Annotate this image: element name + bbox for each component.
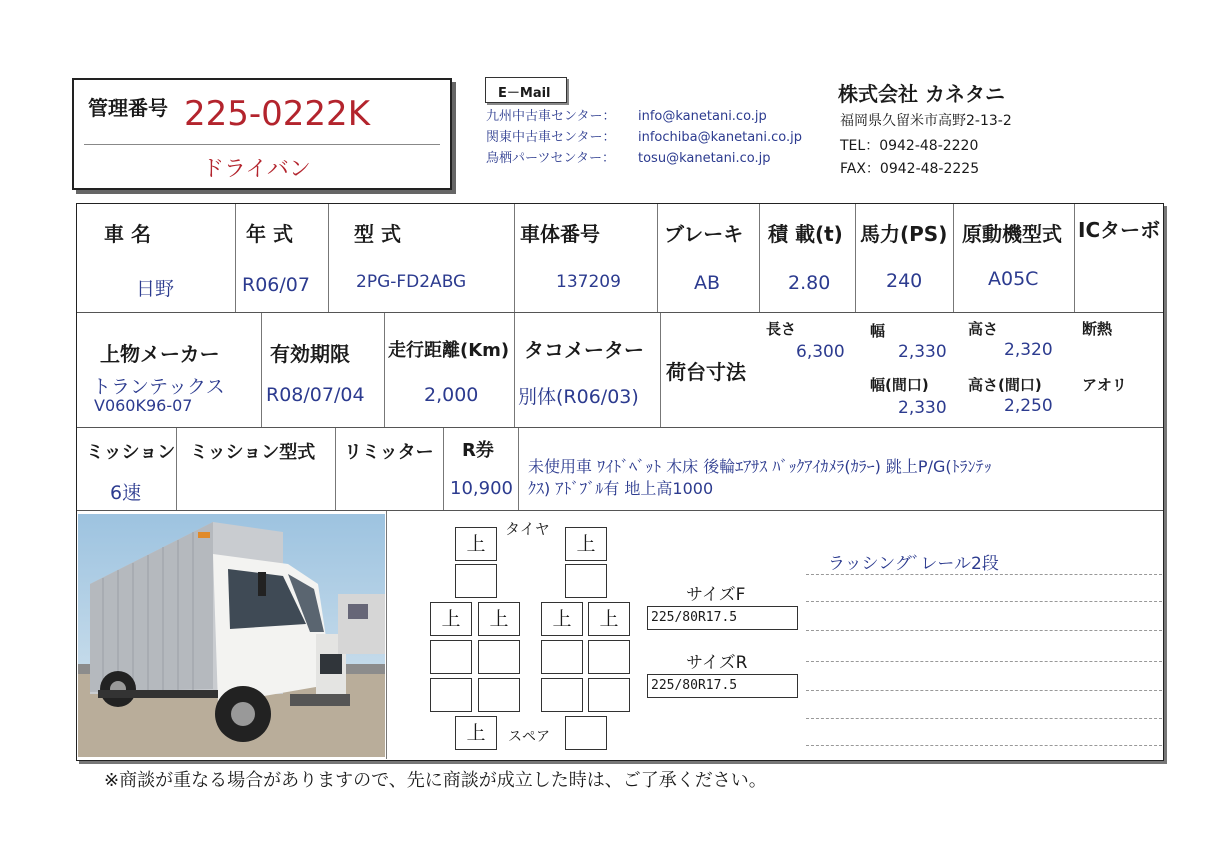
label-turbo: ICターボ [1078, 218, 1161, 242]
control-box [72, 78, 452, 190]
label-expiry: 有効期限 [270, 342, 350, 366]
label-chassis: 車体番号 [520, 222, 600, 246]
label-length: 長さ [766, 320, 797, 338]
remarks-rule [806, 630, 1162, 631]
label-limiter: リミッター [344, 442, 434, 463]
col-divider [328, 204, 329, 312]
tire-rear3-left-outer [430, 678, 472, 712]
label-height-open: 高さ(間口) [968, 376, 1042, 394]
tire-rear3-left-inner [478, 678, 520, 712]
label-brake: ブレーキ [664, 222, 744, 246]
value-chassis: 137209 [556, 272, 621, 292]
value-width-open: 2,330 [898, 398, 947, 418]
label-engine: 原動機型式 [962, 222, 1062, 246]
size-f-value: 225/80R17.5 [647, 606, 798, 630]
notes-line-1: 未使用車 ﾜｲﾄﾞﾍﾞｯﾄ 木床 後輪ｴｱｻｽ ﾊﾞｯｸｱｲｶﾒﾗ(ｶﾗｰ) 跳上P/G(ﾄﾗﾝﾃｯ [528, 457, 992, 476]
contact-name: 関東中古車センター： [486, 130, 616, 145]
body-type: ドライバン [202, 157, 311, 182]
tire-front-right-2 [565, 564, 607, 598]
company-tel: TEL：0942-48-2220 [840, 138, 979, 154]
col-divider [514, 204, 515, 312]
size-f-label: サイズF [686, 585, 746, 605]
col-divider [660, 313, 661, 427]
size-r-label: サイズR [686, 653, 748, 673]
tire-rear-left-outer: 上 [430, 602, 472, 636]
label-cargo-dims: 荷台寸法 [666, 360, 746, 384]
value-maker: 日野 [136, 278, 175, 300]
tire-heading: タイヤ [505, 520, 550, 538]
label-year: 年 式 [246, 222, 293, 246]
label-aori: アオリ [1082, 376, 1127, 394]
remarks-line-1: ラッシングﾞレール2段 [828, 554, 999, 574]
remarks-rule [806, 601, 1162, 602]
label-load: 積 載(t) [768, 222, 843, 246]
contact-email[interactable]: tosu@kanetani.co.jp [638, 151, 771, 166]
value-hp: 240 [886, 270, 923, 292]
label-r-ticket: R券 [462, 440, 494, 461]
value-expiry: R08/07/04 [266, 384, 365, 406]
value-load: 2.80 [788, 272, 831, 294]
contact-row [486, 148, 802, 169]
label-insulation: 断熱 [1082, 320, 1113, 338]
row-divider [77, 510, 1163, 511]
tire-rear3-right-inner [541, 678, 583, 712]
value-model: 2PG-FD2ABG [356, 272, 467, 292]
contact-name: 九州中古車センター： [486, 109, 616, 124]
notes-line-2: ｸｽ) ｱﾄﾞﾌﾞﾙ有 地上高1000 [528, 479, 714, 498]
col-divider [335, 428, 336, 510]
tire-spare-2 [565, 716, 607, 750]
tire-rear-left-inner: 上 [478, 602, 520, 636]
col-divider [443, 428, 444, 510]
tire-rear2-right-inner [541, 640, 583, 674]
value-body-model: V060K96-07 [94, 396, 193, 415]
col-divider [176, 428, 177, 510]
col-divider [953, 204, 954, 312]
size-r-value: 225/80R17.5 [647, 674, 798, 698]
value-tacho: 別体(R06/03) [518, 386, 639, 408]
tire-rear-right-inner: 上 [541, 602, 583, 636]
email-heading-box [485, 77, 567, 103]
label-maker: 車 名 [104, 222, 151, 246]
tire-front-left: 上 [455, 527, 497, 561]
remarks-rule [806, 574, 1162, 575]
label-mileage: 走行距離(Km) [388, 340, 510, 361]
value-r-ticket: 10,900 [450, 478, 513, 499]
value-mileage: 2,000 [424, 384, 479, 406]
label-height: 高さ [968, 320, 999, 338]
spare-label: スペア [508, 729, 550, 745]
control-number: 225-0222K [184, 94, 370, 134]
tire-rear3-right-outer [588, 678, 630, 712]
company-address: 福岡県久留米市高野2-13-2 [840, 113, 1012, 129]
tire-rear-right-outer: 上 [588, 602, 630, 636]
col-divider [657, 204, 658, 312]
remarks-rule [806, 661, 1162, 662]
tire-spare-1: 上 [455, 716, 497, 750]
label-mission: ミッション [86, 442, 176, 463]
contact-name: 鳥栖パーツセンター： [486, 151, 615, 166]
value-year: R06/07 [242, 274, 310, 296]
label-model: 型 式 [354, 222, 401, 246]
col-divider [759, 204, 760, 312]
col-divider [514, 313, 515, 427]
contact-row [486, 106, 802, 127]
contact-email[interactable]: info@kanetani.co.jp [638, 109, 767, 124]
value-brake: AB [694, 272, 721, 294]
col-divider [855, 204, 856, 312]
company-name: 株式会社 カネタニ [838, 82, 1005, 106]
value-height-open: 2,250 [1004, 396, 1053, 416]
label-body-maker: 上物メーカー [100, 342, 220, 366]
tire-front-right: 上 [565, 527, 607, 561]
value-width: 2,330 [898, 342, 947, 362]
value-length: 6,300 [796, 342, 845, 362]
value-height: 2,320 [1004, 340, 1053, 360]
label-hp: 馬力(PS) [860, 222, 948, 246]
tire-rear2-left-inner [478, 640, 520, 674]
tire-rear2-right-outer [588, 640, 630, 674]
row-divider [77, 312, 1163, 313]
photo-divider [386, 511, 387, 759]
col-divider [261, 313, 262, 427]
company-fax: FAX：0942-48-2225 [840, 161, 980, 177]
contact-row [486, 127, 802, 148]
contact-list [486, 106, 802, 169]
col-divider [518, 428, 519, 510]
control-label: 管理番号 [88, 96, 168, 120]
footer-notice: ※商談が重なる場合がありますので、先に商談が成立した時は、ご了承ください。 [104, 770, 767, 791]
tire-front-left-2 [455, 564, 497, 598]
remarks-rule [806, 745, 1162, 746]
truck-illustration [78, 514, 385, 757]
label-width-open: 幅(間口) [870, 376, 929, 394]
col-divider [384, 313, 385, 427]
truck-photo [78, 514, 385, 757]
contact-email[interactable]: infochiba@kanetani.co.jp [638, 130, 803, 145]
value-engine: A05C [988, 268, 1039, 290]
col-divider [235, 204, 236, 312]
remarks-rule [806, 690, 1162, 691]
value-mission: 6速 [110, 482, 142, 504]
tire-rear2-left-outer [430, 640, 472, 674]
email-heading: E－Mail [498, 86, 551, 101]
remarks-rule [806, 718, 1162, 719]
col-divider [1074, 204, 1075, 312]
label-width: 幅 [870, 322, 886, 340]
control-divider [84, 144, 440, 145]
value-body-maker: トランテックス [92, 376, 225, 398]
label-mission-type: ミッション型式 [190, 442, 316, 463]
row-divider [77, 427, 1163, 428]
label-tacho: タコメーター [524, 338, 644, 362]
